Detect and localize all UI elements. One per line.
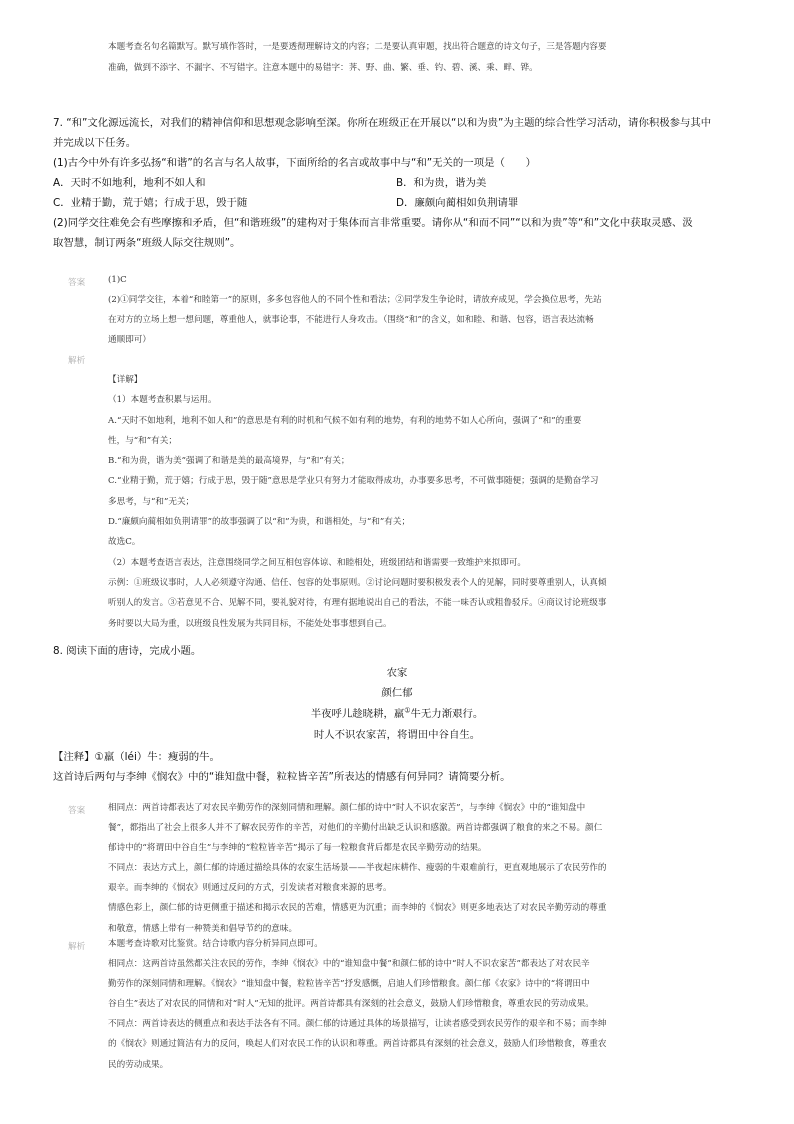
text-line: 和敬意，情感上带有一种赞美和倡导节约的意味。 — [108, 923, 298, 934]
option-c: C．业精于勤，荒于嬉；行成于思，毁于随 — [53, 197, 248, 209]
text-line: 本题考查诗歌对比鉴赏。结合诗歌内容分析异同点即可。 — [108, 939, 323, 949]
text-line: 餐”，都指出了社会上很多人并不了解农民劳作的辛苦，对他们的辛勤付出缺乏认识和感激。两首诗都强调了粮食的来之不易。颜仁 — [108, 823, 603, 834]
top-explanation — [108, 37, 606, 79]
text-line: 的《悯农》则通过简洁有力的反问，唤起人们对农民工作的认识和尊重。两首诗都具有深刻的社会意义，鼓励人们珍惜粮食，尊重农 — [108, 1039, 607, 1050]
footnote-marker: ① — [404, 706, 411, 715]
text-line: (1)C — [108, 275, 127, 285]
question-8-prompt: 这首诗后两句与李绅《悯农》中的“谁知盘中餐，粒粒皆辛苦”所表达的情感有何异同？请简要分析。 — [53, 771, 511, 783]
text-line: 不同点：表达方式上，颜仁郁的诗通过描绘具体的农家生活场景——半夜起床耕作、瘦弱的牛艰难前行，更直观地展示了农民劳作的 — [108, 863, 607, 874]
answer-label: 答案 — [68, 806, 86, 816]
text-line: 取智慧，制订两条“班级人际交往规则”。 — [53, 237, 241, 249]
text-line: 性，与“和”有关； — [108, 435, 177, 446]
poem-line — [0, 705, 794, 720]
option-d: D．廉颇向蔺相如负荆请罪 — [396, 197, 519, 209]
text-line: 在对方的立场上想一想问题，尊重他人，就事论事，不能进行人身攻击。（围绕“和”的含义，如和睦、和谐、包容，语言表达流畅 — [108, 315, 594, 325]
text-line: 民的劳动成果。 — [108, 1059, 169, 1070]
text-line: 并完成以下任务。 — [53, 137, 137, 149]
text-line: C.“业精于勤，荒于嬉；行成于思，毁于随”意思是学业只有努力才能取得成功，办事要多思考，不可做事随便；强调的是勤奋学习 — [108, 476, 599, 487]
text-line: D.“廉颇向蔺相如负荆请罪”的故事强调了以“和”为贵，和谐相处，与“和”有关； — [108, 517, 411, 528]
analysis-label: 解析 — [68, 942, 86, 952]
answer-label: 答案 — [68, 278, 86, 288]
text-line: 本题考查名句名篇默写。默写填作答时，一是要透彻理解诗文的内容；二是要认真审题，找出符合题意的诗文句子，三是答题内容要 — [108, 42, 607, 52]
text-line: （2）本题考查语言表达，注意围绕同学之间互相包容体谅、和睦相处，班级团结和谐需要一致维护来拟即可。 — [108, 557, 526, 568]
option-b: B．和为贵，谐为美 — [396, 177, 487, 189]
analysis-label: 解析 — [68, 356, 86, 366]
text-line: 不同点：两首诗表达的侧重点和表达手法各有不同。颜仁郁的诗通过具体的场景描写，让读者感受到农民劳作的艰辛和不易；而李绅 — [108, 1019, 607, 1030]
question-8-analysis — [108, 934, 606, 1075]
poem-line-part: 半夜呼儿趁晓耕，羸 — [310, 708, 405, 720]
poem-line: 时人不识农家苦，将谓田中谷自生。 — [313, 729, 481, 741]
question-8-stem: 8. 阅读下面的唐诗，完成小题。 — [53, 645, 202, 657]
question-7-analysis — [108, 370, 606, 634]
text-line: 故选C。 — [108, 537, 141, 548]
text-line: (2)①同学交往，本着“和睦第一”的原则，多多包容他人的不同个性和看法；②同学发生争论时，请放弃成见，学会换位思考，先站 — [108, 295, 602, 305]
text-line: （1）本题考查积累与运用。 — [108, 395, 217, 406]
text-line: 7. “和”文化源远流长，对我们的精神信仰和思想观念影响至深。你所在班级正在开展以“以和为贵”为主题的综合性学习活动，请你积极参与其中 — [53, 117, 712, 129]
text-line: 示例：①班级议事时，人人必须遵守沟通、信任、包容的处事原则。②讨论问题时要积极发表个人的见解，同时要尊重别人，认真倾 — [108, 577, 607, 588]
text-line: 通顺即可） — [108, 335, 151, 345]
option-a: A．天时不如地利，地利不如人和 — [53, 177, 206, 189]
question-7-part2 — [53, 213, 693, 253]
text-line: 务时要以大局为重，以班级良性发展为共同目标，不能处处事事想到自己。 — [108, 618, 392, 629]
text-line: B.“和为贵，谐为美”强调了和谐是美的最高境界，与“和”有关； — [108, 456, 350, 467]
text-line: (1)古今中外有许多弘扬“和谐”的名言与名人故事，下面所给的名言或故事中与“和”无关的一项是（ ） — [53, 157, 537, 169]
text-line: 【详解】 — [108, 375, 143, 385]
question-7-answer — [108, 270, 602, 350]
poem-line-part: 牛无力渐艰行。 — [410, 708, 484, 720]
text-line: 听别人的发言。③若意见不合、见解不同，要礼貌对待，有理有据地说出自己的看法，不能一味否认或粗鲁驳斥。④商议讨论班级事 — [108, 598, 607, 609]
text-line: 准确，做到不添字、不漏字、不写错字。注意本题中的易错字：荠、野、曲、繁、垂、钓、碧、溪、乘、畔、铧。 — [108, 63, 538, 73]
text-line: 勤劳作的深刻同情和理解。《悯农》“谁知盘中餐，粒粒皆辛苦”抒发感慨，启迪人们珍惜粮食。颜仁郁《农家》诗中的“将谓田中 — [108, 979, 590, 990]
text-line: 相同点：这两首诗虽然都关注农民的劳作，李绅《悯农》中的“谁知盘中餐”和颜仁郁的诗中“时人不识农家苦”都表达了对农民辛 — [108, 959, 590, 970]
poem-title: 农家 — [386, 667, 408, 679]
text-line: 艰辛。而李绅的《悯农》则通过反问的方式，引发读者对粮食来源的思考。 — [108, 883, 392, 894]
poem-author: 颜仁郁 — [381, 687, 413, 699]
question-7-stem — [53, 113, 711, 173]
text-line: 谷自生”表达了对农民的同情和对“时人”无知的批评。两首诗都具有深刻的社会意义，鼓励人们珍惜粮食，尊重农民的劳动成果。 — [108, 999, 594, 1010]
text-line: 相同点：两首诗都表达了对农民辛勤劳作的深刻同情和理解。颜仁郁的诗中“时人不识农家苦”，与李绅《悯农》中的“谁知盘中 — [108, 803, 586, 813]
text-line: A.“天时不如地利，地利不如人和”的意思是有利的时机和气候不如有利的地势，有利的地势不如人心所向，强调了“和”的重要 — [108, 415, 582, 426]
poem-note: 【注释】①羸（léi）牛：瘦弱的牛。 — [53, 751, 220, 763]
text-line: 多思考，与“和”无关； — [108, 496, 195, 507]
text-line: 郁诗中的“将谓田中谷自生”与李绅的“粒粒皆辛苦”揭示了每一粒粮食背后都是农民辛勤劳动的结果。 — [108, 843, 487, 854]
question-8-answer — [108, 798, 606, 939]
text-line: 情感色彩上，颜仁郁的诗更侧重于描述和揭示农民的苦难，情感更为沉重；而李绅的《悯农》则更多地表达了对农民辛勤劳动的尊重 — [108, 903, 607, 914]
text-line: (2)同学交往难免会有些摩擦和矛盾，但“和谐班级”的建构对于集体而言非常重要。请你从“和而不同”“以和为贵”等“和”文化中获取灵感、汲 — [53, 217, 693, 229]
